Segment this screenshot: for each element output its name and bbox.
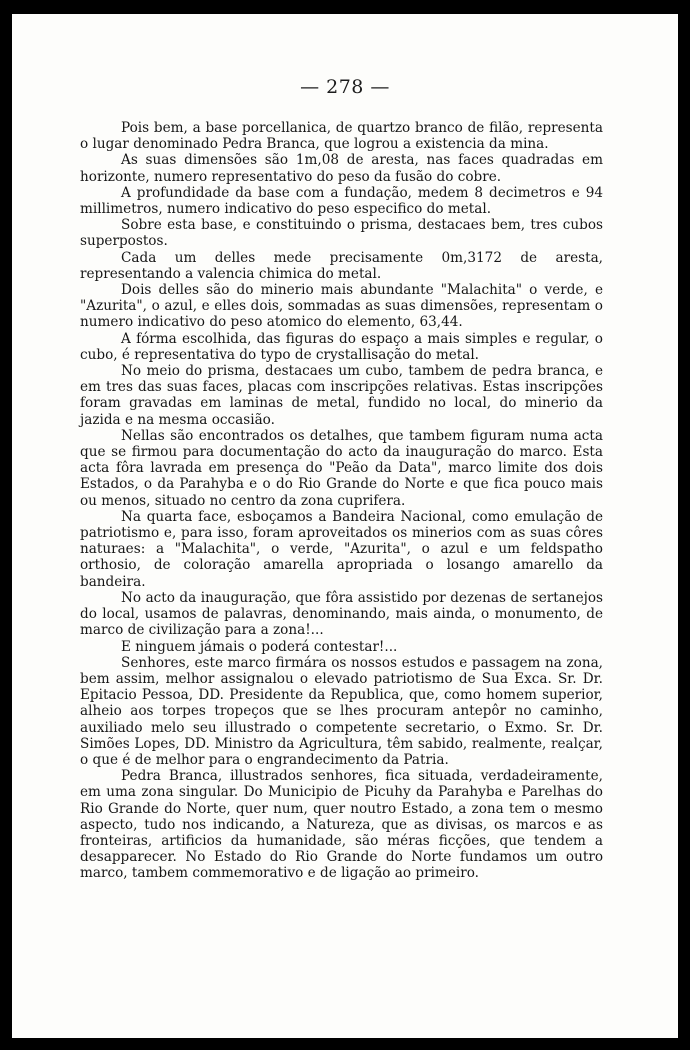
paragraph: No acto da inauguração, que fôra assistido por dezenas de sertanejos do local, usamos de palavras, denominando, mais ainda, o monumento, de marco de civilização para a zona!... [80, 589, 603, 639]
paragraph: Dois delles são do minerio mais abundante "Malachita" o verde, e "Azurita", o azul, e elles dois, sommadas as suas dimensões, representam o numero indicativo do peso atomico do elemento, 63,44. [80, 282, 603, 331]
paragraph: Cada um delles mede precisamente 0m,3172 de aresta, representando a valencia chimica do metal. [80, 249, 603, 282]
paragraph: Pedra Branca, illustrados senhores, fica situada, verdadeiramente, em uma zona singular. Do Municipio de Picuhy da Parahyba e Parelhas do Rio Grande do Norte, quer num, quer noutro Estado, a zona tem o mesmo aspecto, tudo nos indicando, a Natureza, que as divisas, os marcos e as fronteiras, artificios da humanidade, são méras ficções, que tendem a desapparecer. No Estado do Rio Grande do Norte fundamos um outro marco, tambem commemorativo e de ligação ao primeiro. [80, 768, 603, 882]
paragraph: Sobre esta base, e constituindo o prisma, destacaes bem, tres cubos superpostos. [80, 217, 603, 250]
paragraph: No meio do prisma, destacaes um cubo, tambem de pedra branca, e em tres das suas faces, placas com inscripções relativas. Estas inscripções foram gravadas em laminas de metal, fundido no local, do minerio da jazida e na mesma occasião. [80, 363, 603, 428]
page-number: — 278 — [300, 76, 390, 98]
body-text [80, 120, 603, 882]
document-page [12, 14, 678, 1038]
paragraph: Nellas são encontrados os detalhes, que tambem figuram numa acta que se firmou para documentação do acto da inauguração do marco. Esta acta fôra lavrada em presença do "Peão da Data", marco limite dos dois Estados, o da Parahyba e o do Rio Grande do Norte e que fica pouco mais ou menos, situado no centro da zona cuprifera. [80, 427, 603, 509]
paragraph: Senhores, este marco firmára os nossos estudos e passagem na zona, bem assim, melhor assignalou o elevado patriotismo de Sua Exca. Sr. Dr. Epitacio Pessoa, DD. Presidente da Republica, que, como homem superior, alheio aos torpes tropeços que se lhes procuram antepôr no caminho, auxiliado melo seu illustrado o competente secretario, o Exmo. Sr. Dr. Simões Lopes, DD. Ministro da Agricultura, têm sabido, realmente, realçar, o que é de melhor para o engrandecimento da Patria. [80, 654, 603, 768]
paragraph: E ninguem jámais o poderá contestar!... [121, 638, 398, 655]
paragraph: Pois bem, a base porcellanica, de quartzo branco de filão, representa o lugar denominado Pedra Branca, que logrou a existencia da mina. [80, 120, 603, 153]
paragraph: As suas dimensões são 1m,08 de aresta, nas faces quadradas em horizonte, numero representativo do peso da fusão do cobre. [80, 152, 603, 185]
paragraph: Na quarta face, esboçamos a Bandeira Nacional, como emulação de patriotismo e, para isso, foram aproveitados os minerios com as suas côres naturaes: a "Malachita", o verde, "Azurita", o azul e um feldspatho orthosio, de coloração amarella apropriada o losango amarello da bandeira. [80, 508, 603, 590]
paragraph: A profundidade da base com a fundação, medem 8 decimetros e 94 millimetros, numero indicativo do peso especifico do metal. [80, 184, 603, 218]
paragraph: A fórma escolhida, das figuras do espaço a mais simples e regular, o cubo, é representativa do typo de crystallisação do metal. [80, 330, 603, 363]
